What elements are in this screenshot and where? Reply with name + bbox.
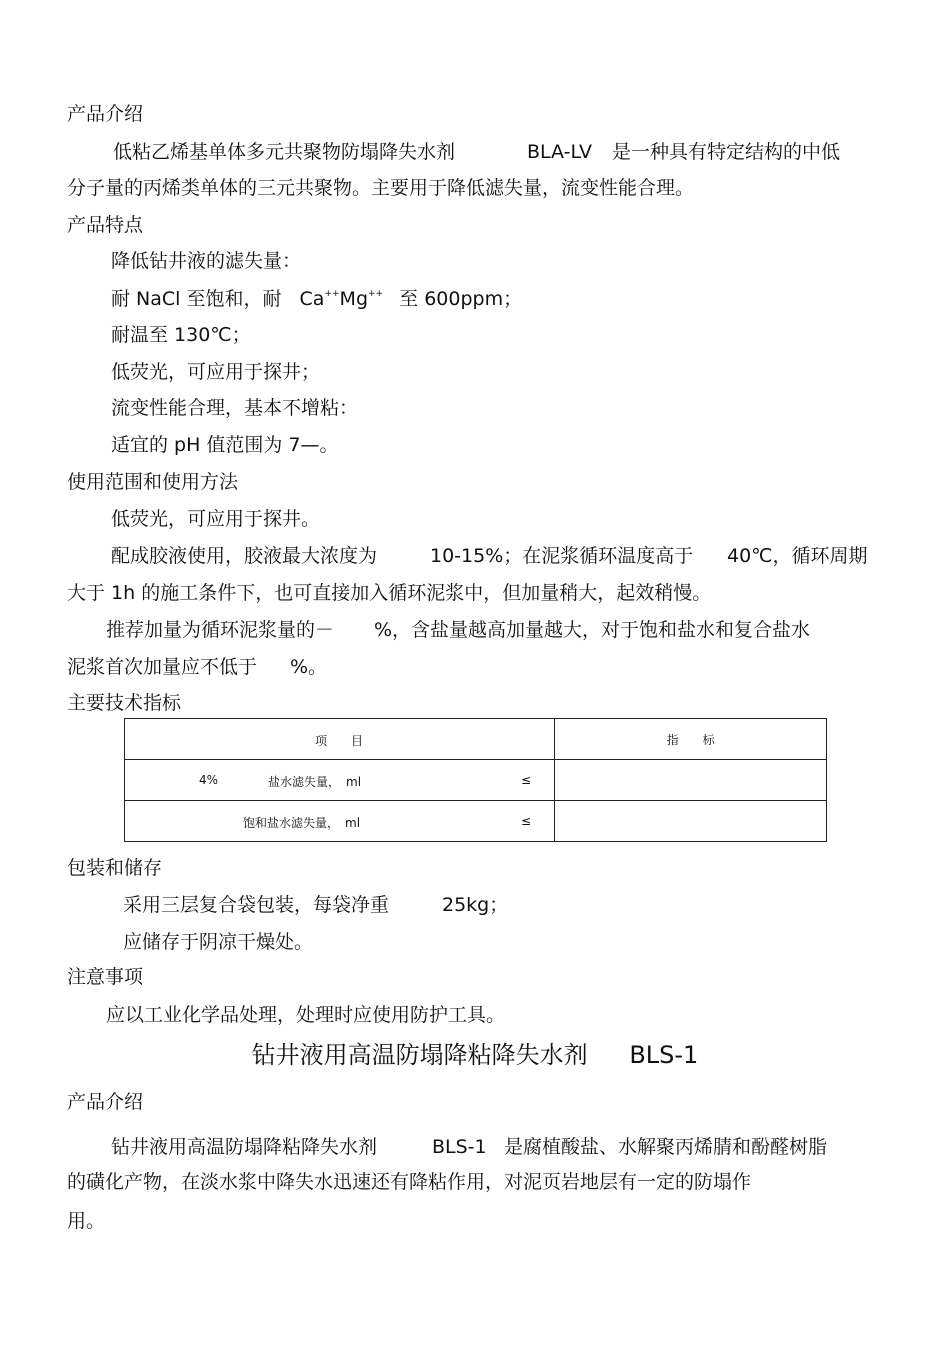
table-row2-symbol: ≤: [521, 814, 532, 828]
table-row: [125, 719, 827, 760]
intro-text-line1c: 是一种具有特定结构的中低: [612, 141, 841, 163]
table-row1-label: 盐水滤失量， ml: [268, 775, 362, 789]
intro-text-line1a: 低粘乙烯基单体多元共聚物防塌降失水剂: [113, 141, 456, 163]
section-heading-usage: 使用范围和使用方法: [67, 471, 239, 493]
usage-text-4b: %，含盐量越高加量越大，对于饱和盐水和复合盐水: [374, 619, 811, 641]
table-cell-index: [555, 760, 827, 801]
intro-text-line1b: BLA-LV: [527, 141, 592, 163]
feature-item-2-text-b: 至 600ppm；: [399, 288, 523, 310]
product-title-bls1: [0, 1040, 950, 1070]
feature-item-2-ca: Ca: [299, 288, 325, 310]
usage-text-4a: 推荐加量为循环泥浆量的－: [106, 619, 335, 641]
feature-item-2: [111, 287, 522, 315]
packaging-text-1b: 25kg；: [442, 894, 509, 916]
table-header-item: [125, 719, 555, 760]
intro2-text-line3: 用。: [67, 1210, 106, 1232]
product-title-code: BLS-1: [629, 1041, 699, 1069]
feature-item-2-text-a: 耐 NaCl 至饱和，耐: [111, 288, 282, 310]
table-cell-item: [125, 760, 555, 801]
section-heading-specs: 主要技术指标: [67, 692, 182, 714]
spec-table: [124, 718, 827, 842]
usage-text-5a: 泥浆首次加量应不低于: [67, 656, 258, 678]
usage-text-5b: %。: [290, 656, 328, 678]
table-row1-symbol: ≤: [521, 773, 532, 787]
table-cell-index: [555, 801, 827, 842]
intro2-text-line1b: BLS-1: [432, 1136, 487, 1158]
intro2-text-line1a: 钻井液用高温防塌降粘降失水剂: [111, 1136, 378, 1158]
feature-item-2-sup1: ++: [324, 289, 340, 299]
section-heading-intro: 产品介绍: [67, 103, 144, 125]
section-heading-features: 产品特点: [67, 214, 144, 236]
feature-item-3: 耐温至 130℃；: [111, 324, 251, 346]
feature-item-2-sup2: ++: [368, 289, 384, 299]
feature-item-2-mg: Mg: [339, 288, 369, 310]
table-cell-item: [125, 801, 555, 842]
feature-item-6: 适宜的 pH 值范围为 7—。: [111, 434, 339, 456]
packaging-text-2: 应储存于阴凉干燥处。: [123, 931, 314, 953]
table-row1-pct: 4%: [199, 773, 219, 787]
feature-item-4: 低荧光，可应用于探井；: [111, 361, 321, 383]
section-heading-notes: 注意事项: [67, 966, 144, 988]
usage-text-2a: 配成胶液使用，胶液最大浓度为: [111, 545, 378, 567]
table-header-item-label: 项 目: [315, 734, 364, 748]
feature-item-5: 流变性能合理，基本不增粘：: [111, 397, 359, 419]
intro2-text-line1c: 是腐植酸盐、水解聚丙烯腈和酚醛树脂: [504, 1136, 828, 1158]
usage-text-3: 大于 1h 的施工条件下，也可直接加入循环泥浆中，但加量稍大，起效稍慢。: [67, 582, 712, 604]
intro2-text-line2: 的磺化产物，在淡水浆中降失水迅速还有降粘作用，对泥页岩地层有一定的防塌作: [67, 1171, 752, 1193]
table-header-index: [555, 719, 827, 760]
usage-text-1: 低荧光，可应用于探井。: [111, 508, 321, 530]
product-title-text: 钻井液用高温防塌降粘降失水剂: [251, 1041, 588, 1069]
usage-text-2b: 10-15%；在泥浆循环温度高于: [430, 545, 694, 567]
intro-text-line2: 分子量的丙烯类单体的三元共聚物。主要用于降低滤失量，流变性能合理。: [67, 177, 695, 199]
section-heading-intro-2: 产品介绍: [67, 1091, 144, 1113]
section-heading-packaging: 包装和储存: [67, 857, 163, 879]
table-row: [125, 801, 827, 842]
table-header-index-label: 指 标: [666, 732, 715, 747]
feature-item-1: 降低钻井液的滤失量：: [111, 250, 302, 272]
table-row2-label: 饱和盐水滤失量， ml: [243, 816, 361, 830]
table-row: [125, 760, 827, 801]
notes-text-1: 应以工业化学品处理，处理时应使用防护工具。: [106, 1004, 506, 1026]
packaging-text-1a: 采用三层复合袋包装，每袋净重: [123, 894, 390, 916]
usage-text-2c: 40℃，循环周期: [727, 545, 868, 567]
